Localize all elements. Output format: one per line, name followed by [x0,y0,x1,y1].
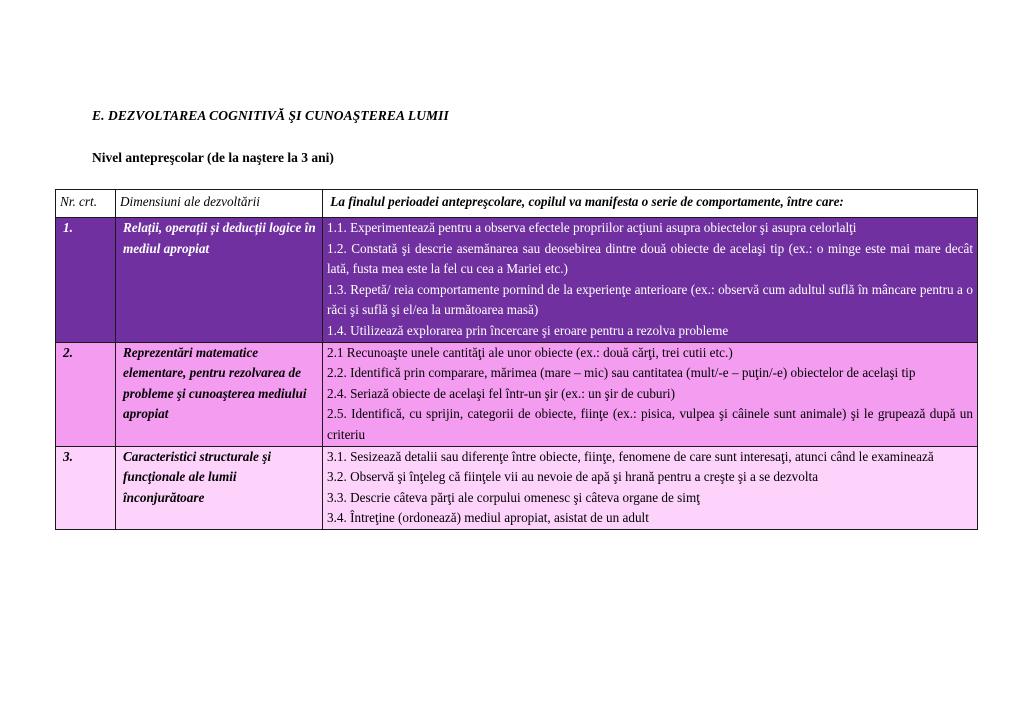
row-number: 2. [56,342,116,446]
header-nr-crt: Nr. crt. [56,190,116,218]
list-item: 1.2. Constată şi descrie asemănarea sau deosebirea dintre două obiecte de acelaşi tip (ex.: o minge este mai mare decât lată, fusta mea este la fel cu cea a Mariei etc.) [327,240,973,277]
list-item: 2.1 Recunoaşte unele cantităţi ale unor obiecte (ex.: două cărţi, trei cutii etc.) [327,344,733,360]
level-subheading: Nivel antepreşcolar (de la naştere la 3 ani) [92,150,334,165]
list-item: 3.2. Observă şi înţeleg că fiinţele vii au nevoie de apă şi hrană pentru a creşte şi a se dezvolta [327,469,819,485]
list-item: 2.2. Identifică prin comparare, mărimea (mare – mic) sau cantitatea (mult/-e – puţin/-e) obiectelor de acelaşi tip [327,365,916,381]
header-dimensions: Dimensiuni ale dezvoltării [116,190,323,218]
table-header-row [56,190,978,218]
row-dimension: Reprezentări matematice elementare, pentru rezolvarea de probleme şi cunoaşterea mediului apropiat [116,342,323,446]
list-item: 1.1. Experimentează pentru a observa efectele propriilor acţiuni asupra obiectelor şi asupra celorlalţi [327,220,857,235]
row-items [323,218,978,343]
row-dimension: Caracteristici structurale şi funcţionale ale lumii înconjurătoare [116,446,323,529]
development-table [55,189,978,530]
list-item: 2.5. Identifică, cu sprijin, categorii de obiecte, fiinţe (ex.: pisica, vulpea şi câinele sunt animale) şi le grupează după un criteriu [327,406,973,442]
list-item: 2.4. Seriază obiecte de acelaşi fel într-un şir (ex.: un şir de cuburi) [327,385,675,401]
row-items [323,446,978,529]
list-item: 3.1. Sesizează detalii sau diferenţe între obiecte, fiinţe, fenomene de care sunt interesaţi, atunci când le examinează [327,448,934,464]
table-row [56,218,978,343]
list-item: 1.4. Utilizează explorarea prin încercare şi eroare pentru a rezolva probleme [327,322,729,338]
table-row [56,446,978,529]
row-number: 1. [56,218,116,343]
row-dimension: Relații, operații și deducții logice în mediul apropiat [116,218,323,343]
row-items [323,342,978,446]
section-heading: E. DEZVOLTAREA COGNITIVĂ ŞI CUNOAŞTEREA LUMII [92,108,449,123]
list-item: 3.3. Descrie câteva părţi ale corpului omenesc şi câteva organe de simţ [327,489,700,505]
header-behaviors: La finalul perioadei antepreşcolare, copilul va manifesta o serie de comportamente, între care: [323,190,978,218]
table-row [56,342,978,446]
row-number: 3. [56,446,116,529]
list-item: 3.4. Întreţine (ordonează) mediul apropiat, asistat de un adult [327,510,649,526]
list-item: 1.3. Repetă/ reia comportamente pornind de la experienţe anterioare (ex.: observă cum adultul suflă în mâncare pentru a o răci şi suflă şi el/ea la următoarea masă) [327,281,973,318]
